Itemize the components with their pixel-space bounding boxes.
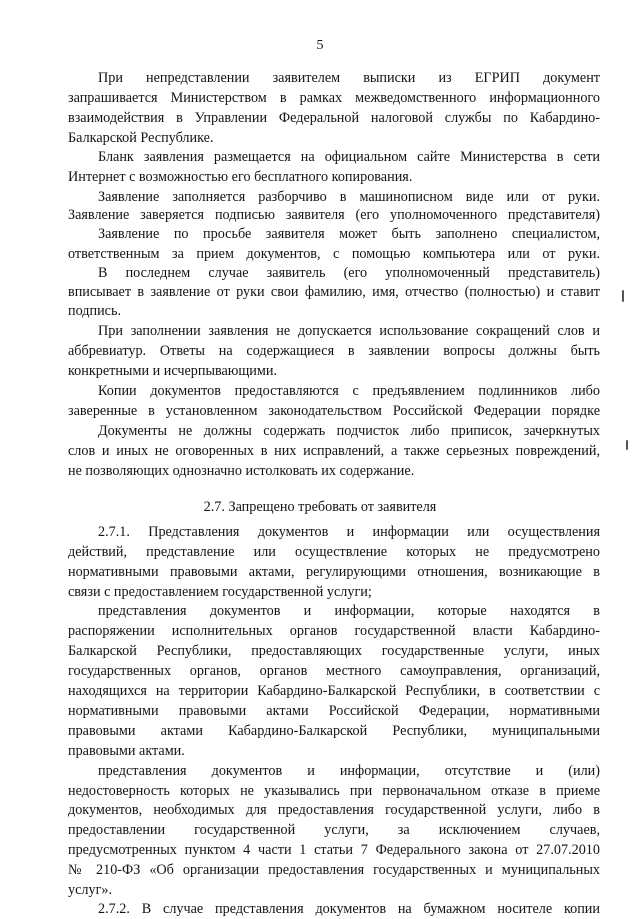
text-line: Заявление заполняется разборчиво в машинописном виде или от руки. xyxy=(98,189,600,205)
page-number: 5 xyxy=(316,38,324,53)
text-line: услуг». xyxy=(68,882,113,898)
text-line: 2.7.1. Представления документов и информации или осуществления xyxy=(98,524,600,540)
text-line: аббревиатур. Ответы на содержащиеся в заявлении вопросы должны быть xyxy=(68,343,600,359)
text-line: недостоверность которых не указывались при первоначальном отказе в приеме xyxy=(68,783,600,799)
text-line: При заполнении заявления не допускается использование сокращений слов и xyxy=(98,323,600,339)
text-line: заверенные в установленном законодательством Российской Федерации порядке xyxy=(68,403,600,419)
text-line: взаимодействия в Управлении Федеральной налоговой службы по Кабардино- xyxy=(68,110,600,126)
text-line: нормативными правовыми актами Российской Федерации, нормативными xyxy=(68,703,600,719)
text-line: распоряжении исполнительных органов государственной власти Кабардино- xyxy=(68,623,600,639)
text-line: При непредставлении заявителем выписки из ЕГРИП документ xyxy=(98,70,600,86)
text-line: В последнем случае заявитель (его уполномоченный представитель) xyxy=(98,265,600,281)
text-line: Заявление по просьбе заявителя может быть заполнено специалистом, xyxy=(98,226,600,242)
text-line: находящихся на территории Кабардино-Балкарской Республики, в соответствии с xyxy=(68,683,600,699)
text-line: вписывает в заявление от руки свои фамилию, имя, отчество (полностью) и ставит xyxy=(68,284,600,300)
text-line: правовыми актами. xyxy=(68,743,185,759)
text-line: Копии документов предоставляются с предъявлением подлинников либо xyxy=(98,383,600,399)
text-line: Бланк заявления размещается на официальном сайте Министерства в сети xyxy=(98,149,600,165)
scan-speck xyxy=(622,290,624,302)
text-line: не позволяющих однозначно истолковать их содержание. xyxy=(68,463,415,479)
text-line: 2.7.2. В случае представления документов на бумажном носителе копии xyxy=(98,901,600,917)
text-line: № 210-ФЗ «Об организации предоставления государственных и муниципальных xyxy=(68,862,600,878)
text-line: правовыми актами Кабардино-Балкарской Республики, муниципальными xyxy=(68,723,600,739)
text-line: Балкарской Республики, предоставляющих государственные услуги, иных xyxy=(68,643,600,659)
text-line: Документы не должны содержать подчисток либо приписок, зачеркнутых xyxy=(98,423,600,439)
text-line: документов, необходимых для предоставления государственной услуги, либо в xyxy=(68,802,600,818)
text-line: нормативными правовыми актами, регулирующими отношения, возникающие в xyxy=(68,564,600,580)
text-line: Заявление заверяется подписью заявителя (его уполномоченного представителя) xyxy=(68,207,600,223)
section-heading: 2.7. Запрещено требовать от заявителя xyxy=(203,499,437,515)
scan-speck xyxy=(626,440,628,450)
text-line: ответственным за прием документов, с помощью компьютера или от руки. xyxy=(68,246,600,262)
text-line: представления документов и информации, отсутствие и (или) xyxy=(98,763,600,779)
text-line: конкретными и исчерпывающими. xyxy=(68,363,278,379)
text-line: предоставлении государственной услуги, за исключением случаев, xyxy=(68,822,600,838)
text-line: слов и иных не оговоренных в них исправлений, а также серьезных повреждений, xyxy=(68,443,600,459)
text-line: представления документов и информации, которые находятся в xyxy=(98,603,600,619)
text-line: подпись. xyxy=(68,303,121,319)
text-line: Интернет с возможностью его бесплатного копирования. xyxy=(68,169,413,185)
text-line: запрашивается Министерством в рамках межведомственного информационного xyxy=(68,90,600,106)
text-line: государственных органов, органов местного самоуправления, организаций, xyxy=(68,663,600,679)
text-line: Балкарской Республике. xyxy=(68,130,214,146)
text-line: предусмотренных пунктом 4 части 1 статьи 7 Федерального закона от 27.07.2010 xyxy=(68,842,600,858)
text-line: связи с предоставлением государственной услуги; xyxy=(68,584,372,600)
text-line: действий, представление или осуществление которых не предусмотрено xyxy=(68,544,600,560)
